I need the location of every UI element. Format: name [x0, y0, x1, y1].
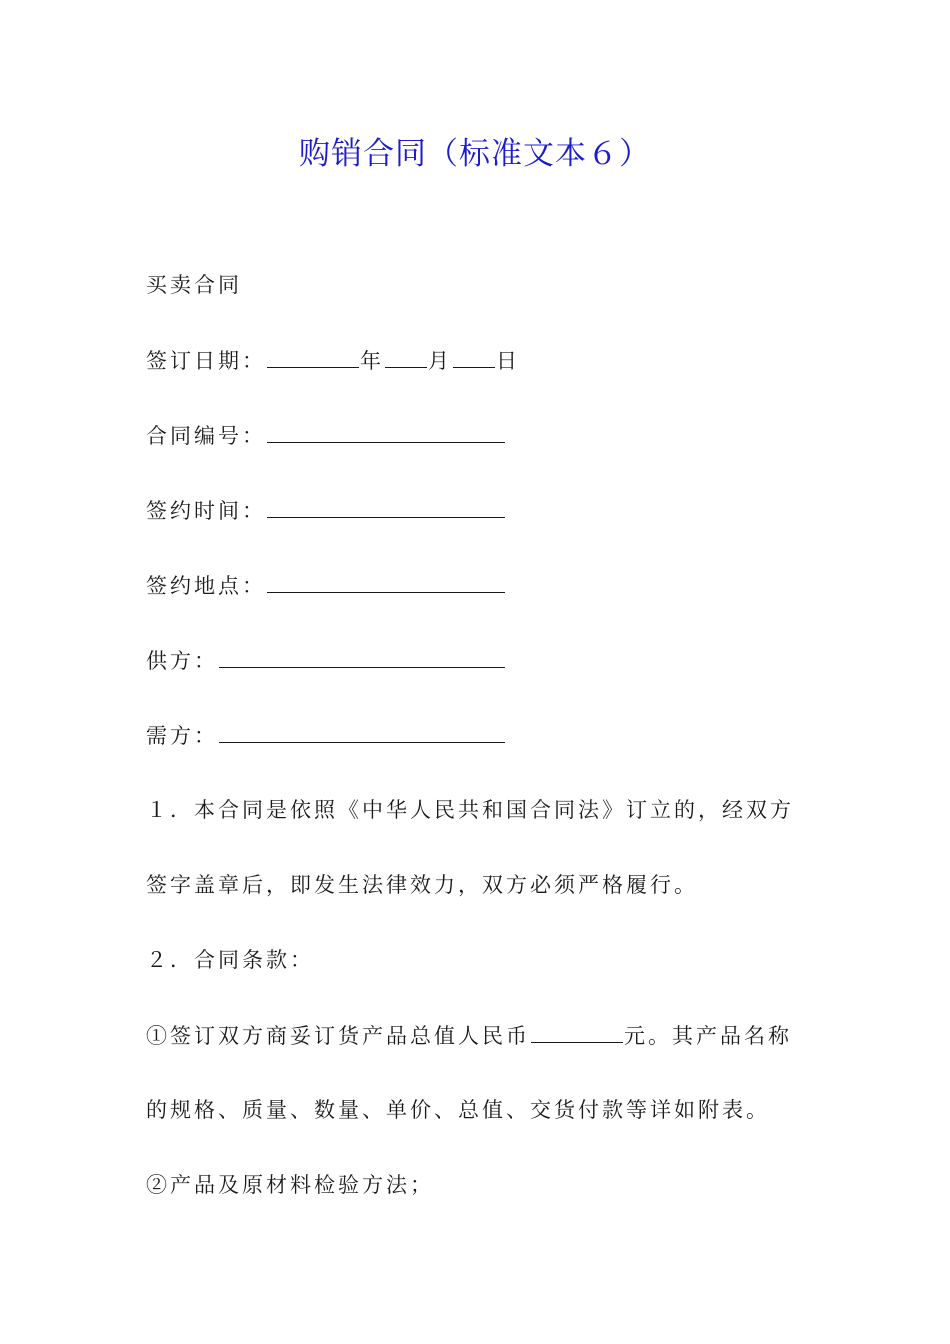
- total-value-blank: [531, 1020, 623, 1043]
- supplier-row: [146, 645, 506, 676]
- document-subtitle: 买卖合同: [146, 273, 242, 297]
- sign-time-row: [146, 495, 506, 526]
- day-blank: [453, 345, 495, 368]
- supplier-label: 供方：: [146, 649, 218, 673]
- contract-no-row: [146, 420, 506, 451]
- contract-no-blank: [267, 420, 505, 443]
- supplier-blank: [219, 645, 505, 668]
- day-label: 日: [496, 349, 520, 373]
- document-title: 购销合同（标准文本６）: [299, 136, 651, 172]
- sign-date-label: 签订日期：: [146, 349, 266, 373]
- buyer-label: 需方：: [146, 724, 218, 748]
- sign-time-label: 签约时间：: [146, 499, 266, 523]
- clause-2-item-1-part-1: ①签订双方商妥订货产品总值人民币: [146, 1024, 530, 1048]
- month-label: 月: [428, 349, 452, 373]
- buyer-blank: [219, 720, 505, 743]
- clause-2-item-1-part-2: 元。其产品名称: [624, 1024, 792, 1048]
- year-blank: [267, 345, 359, 368]
- sign-place-label: 签约地点：: [146, 574, 266, 598]
- clause-2-item-2: ②产品及原材料检验方法；: [146, 1173, 434, 1197]
- contract-no-label: 合同编号：: [146, 424, 266, 448]
- clause-2-item-1-line-1: [146, 1020, 792, 1051]
- clause-2-item-1-line-2: 的规格、质量、数量、单价、总值、交货付款等详如附表。: [146, 1098, 770, 1122]
- sign-place-row: [146, 570, 506, 601]
- buyer-row: [146, 720, 506, 751]
- sign-time-blank: [267, 495, 505, 518]
- clause-1-line-1: １．本合同是依照《中华人民共和国合同法》订立的，经双方: [146, 798, 794, 822]
- month-blank: [385, 345, 427, 368]
- year-label: 年: [360, 349, 384, 373]
- clause-1-line-2: 签字盖章后，即发生法律效力，双方必须严格履行。: [146, 873, 698, 897]
- sign-place-blank: [267, 570, 505, 593]
- clause-2-heading: ２．合同条款：: [146, 948, 314, 972]
- sign-date-row: [146, 345, 520, 376]
